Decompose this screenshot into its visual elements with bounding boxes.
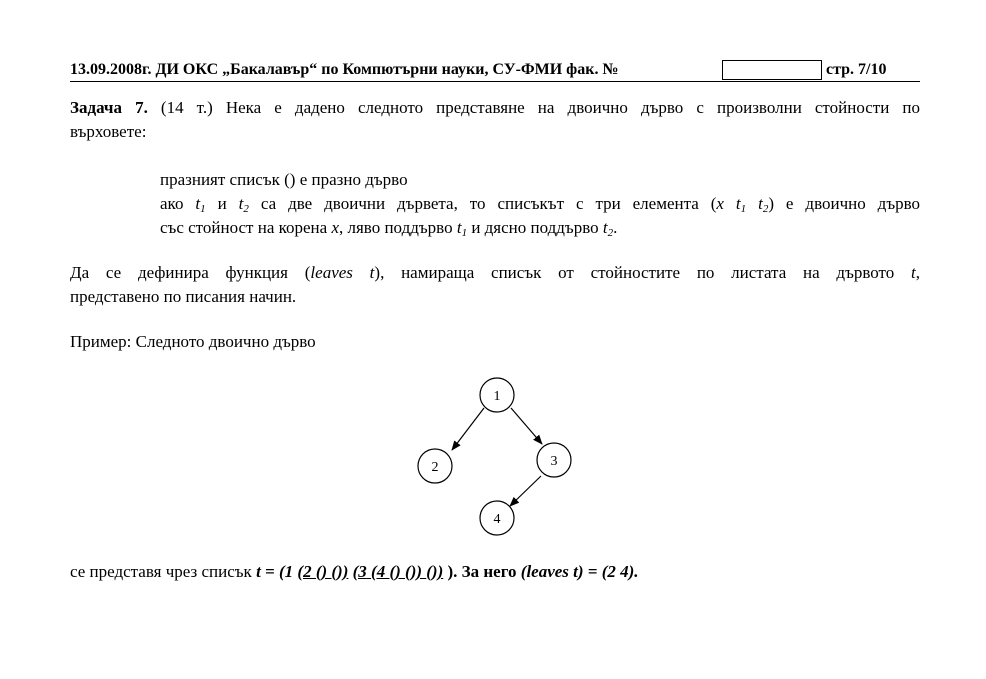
- tree-node-3-label: 3: [550, 454, 558, 469]
- task-title: Задача 7.: [70, 98, 148, 117]
- task-intro-text: Нека е дадено следното представяне на двоично дърво с произволни стойности по: [225, 98, 921, 117]
- example-intro: Пример: Следното двоично дърво: [70, 332, 316, 351]
- binary-tree-diagram: [400, 360, 580, 540]
- header-rule: [70, 81, 920, 82]
- definition-line3: със стойност на корена x, ляво поддърво $t_1$ и дясно поддърво $t_2$.: [160, 218, 618, 239]
- tree-node-2-label: 2: [431, 460, 439, 475]
- task-points: (14 т.): [160, 98, 213, 117]
- edge-1-3: [511, 408, 542, 444]
- edge-1-2: [452, 408, 484, 450]
- representation-line: се представя чрез списък t = (1 (2 () ()) (3 (4 () ()) ()) ). За него (leaves t) = (2 4).: [70, 562, 639, 581]
- page-number: стр. 7/10: [826, 61, 887, 78]
- function-line1: Да се дефинира функция (leaves t), намираща списък от стойностите по листата на дървото t,: [70, 263, 921, 282]
- header-title: 13.09.2008г. ДИ ОКС „Бакалавър“ по Компютърни науки, СУ-ФМИ фак. №: [70, 61, 619, 78]
- definition-line2: ако $t_1$ и $t_2$ са две двоични дървета, то списъкът с три елемента (x $t_1$ $t_2$) е двоично дърво: [160, 194, 921, 215]
- tree-node-4-label: 4: [493, 512, 501, 527]
- fak-number-field[interactable]: [722, 60, 822, 80]
- edge-3-4: [510, 476, 541, 506]
- page-header: [70, 58, 920, 82]
- task-intro-line1: [70, 96, 920, 120]
- left-subtree-repr: (2 () ()): [297, 562, 349, 581]
- right-subtree-repr: (3 (4 () ()) ()): [352, 562, 444, 581]
- tree-node-1-label: 1: [493, 389, 501, 404]
- task-intro-line2: върховете:: [70, 122, 147, 141]
- function-line2: представено по писания начин.: [70, 287, 297, 306]
- definition-line1: празният списък () е празно дърво: [160, 170, 408, 189]
